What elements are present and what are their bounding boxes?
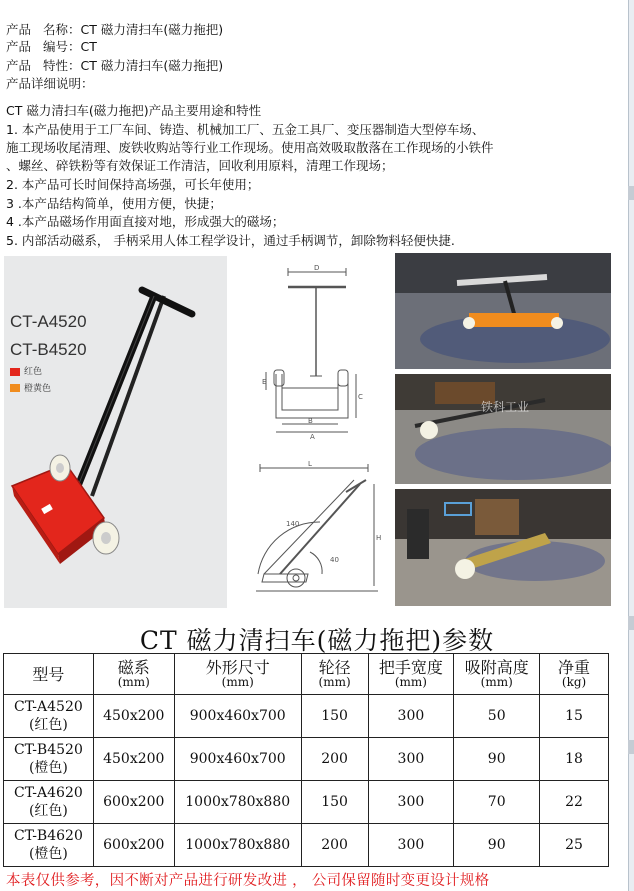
height-cell: 90 [454, 738, 540, 781]
disclaimer-note: 本表仅供参考，因不断对产品进行研发改进 ， 公司保留随时变更设计规格 [6, 873, 490, 889]
dim-label-e: E [262, 378, 267, 386]
column-header: 吸附高度 (mm) [454, 654, 540, 695]
spec-table-header-row [4, 654, 609, 695]
front-dimension-diagram [252, 258, 382, 440]
legend-red-label: 红色 [24, 367, 43, 377]
column-header: 型号 [4, 654, 94, 695]
model-label-a: CT-A4520 [10, 312, 87, 331]
spec-table [3, 653, 609, 867]
column-header: 把手宽度 (mm) [368, 654, 454, 695]
size-cell: 1000x780x880 [174, 781, 301, 824]
usage-photo-1 [395, 253, 611, 369]
intro-line: 2. 本产品可长时间保持高场强，可长年使用； [6, 177, 260, 192]
intro-line: 3 .本产品结构简单，使用方便，快捷； [6, 196, 222, 211]
weight-cell: 22 [540, 781, 609, 824]
front-view-drawing [252, 258, 382, 440]
table-row [4, 781, 609, 824]
magnetic-sweeper-illustration [4, 256, 227, 608]
scroll-marker [628, 740, 634, 754]
size-cell: 1000x780x880 [174, 824, 301, 867]
wheel-cell: 150 [301, 695, 368, 738]
usage-photo-3-scene [395, 489, 611, 606]
usage-photo-2 [395, 374, 611, 484]
window-edge [628, 0, 634, 891]
wheel-cell: 200 [301, 824, 368, 867]
magnet-cell: 600x200 [93, 781, 174, 824]
intro-line: 5. 内部活动磁系， 手柄采用人体工程学设计，通过手柄调节，卸除物料轻便快捷. [6, 233, 455, 248]
orange-swatch [10, 384, 20, 392]
model-cell: CT-A4620 (红色) [4, 781, 94, 824]
handle-cell: 300 [368, 695, 454, 738]
angle-label-40: 40 [330, 556, 339, 564]
model-cell: CT-B4520 (橙色) [4, 738, 94, 781]
product-code-line: 产品 编号：CT [6, 39, 97, 54]
usage-photo-1-scene [395, 253, 611, 369]
magnet-cell: 450x200 [93, 738, 174, 781]
red-swatch [10, 368, 20, 376]
dim-label-h: H [376, 534, 382, 542]
spec-table-title: CT 磁力清扫车(磁力拖把)参数 [139, 626, 495, 655]
model-cell: CT-A4520 (红色) [4, 695, 94, 738]
column-header: 净重 (kg) [540, 654, 609, 695]
side-dimension-diagram [250, 456, 386, 606]
magnet-cell: 600x200 [93, 824, 174, 867]
legend-orange-label: 橙黄色 [24, 384, 52, 394]
size-cell: 900x460x700 [174, 738, 301, 781]
intro-heading: CT 磁力清扫车(磁力拖把)产品主要用途和特性 [6, 103, 262, 118]
table-row [4, 695, 609, 738]
product-feature-line: 产品 特性：CT 磁力清扫车(磁力拖把) [6, 58, 224, 73]
intro-line: 施工现场收尾清理、废铁收购站等行业工作现场。使用高效吸取散落在工作现场的小铁件 [6, 140, 494, 155]
height-cell: 70 [454, 781, 540, 824]
dim-label-d: D [314, 264, 320, 272]
product-image [4, 256, 227, 608]
table-row [4, 738, 609, 781]
scroll-marker [628, 616, 634, 630]
table-row [4, 824, 609, 867]
size-cell: 900x460x700 [174, 695, 301, 738]
weight-cell: 25 [540, 824, 609, 867]
intro-line: 、螺丝、碎铁粉等有效保证工作清洁，回收利用原料，清理工作现场； [6, 158, 394, 173]
usage-photo-3 [395, 489, 611, 606]
wheel-cell: 200 [301, 738, 368, 781]
angle-label-140: 140 [286, 520, 300, 528]
usage-photo-2-scene [395, 374, 611, 484]
product-detail-label: 产品详细说明： [6, 76, 94, 91]
weight-cell: 15 [540, 695, 609, 738]
column-header: 磁系 (mm) [93, 654, 174, 695]
model-label-b: CT-B4520 [10, 340, 87, 359]
column-header: 轮径 (mm) [301, 654, 368, 695]
side-view-drawing [250, 456, 386, 606]
magnet-cell: 450x200 [93, 695, 174, 738]
handle-cell: 300 [368, 781, 454, 824]
model-cell: CT-B4620 (橙色) [4, 824, 94, 867]
height-cell: 90 [454, 824, 540, 867]
scroll-marker [628, 186, 634, 200]
dim-label-c: C [358, 393, 363, 401]
handle-cell: 300 [368, 738, 454, 781]
dim-label-a: A [310, 433, 315, 440]
product-name-line: 产品 名称：CT 磁力清扫车(磁力拖把) [6, 22, 224, 37]
watermark-text: 铁科工业 [481, 400, 530, 414]
height-cell: 50 [454, 695, 540, 738]
wheel-cell: 150 [301, 781, 368, 824]
intro-line: 4 .本产品磁场作用面直接对地，形成强大的磁场； [6, 214, 285, 229]
weight-cell: 18 [540, 738, 609, 781]
column-header: 外形尺寸 (mm) [174, 654, 301, 695]
handle-cell: 300 [368, 824, 454, 867]
dim-label-l: L [308, 460, 312, 468]
intro-line: 1. 本产品使用于工厂车间、铸造、机械加工厂、五金工具厂、变压器制造大型停车场、 [6, 122, 485, 137]
dim-label-b: B [308, 417, 313, 425]
